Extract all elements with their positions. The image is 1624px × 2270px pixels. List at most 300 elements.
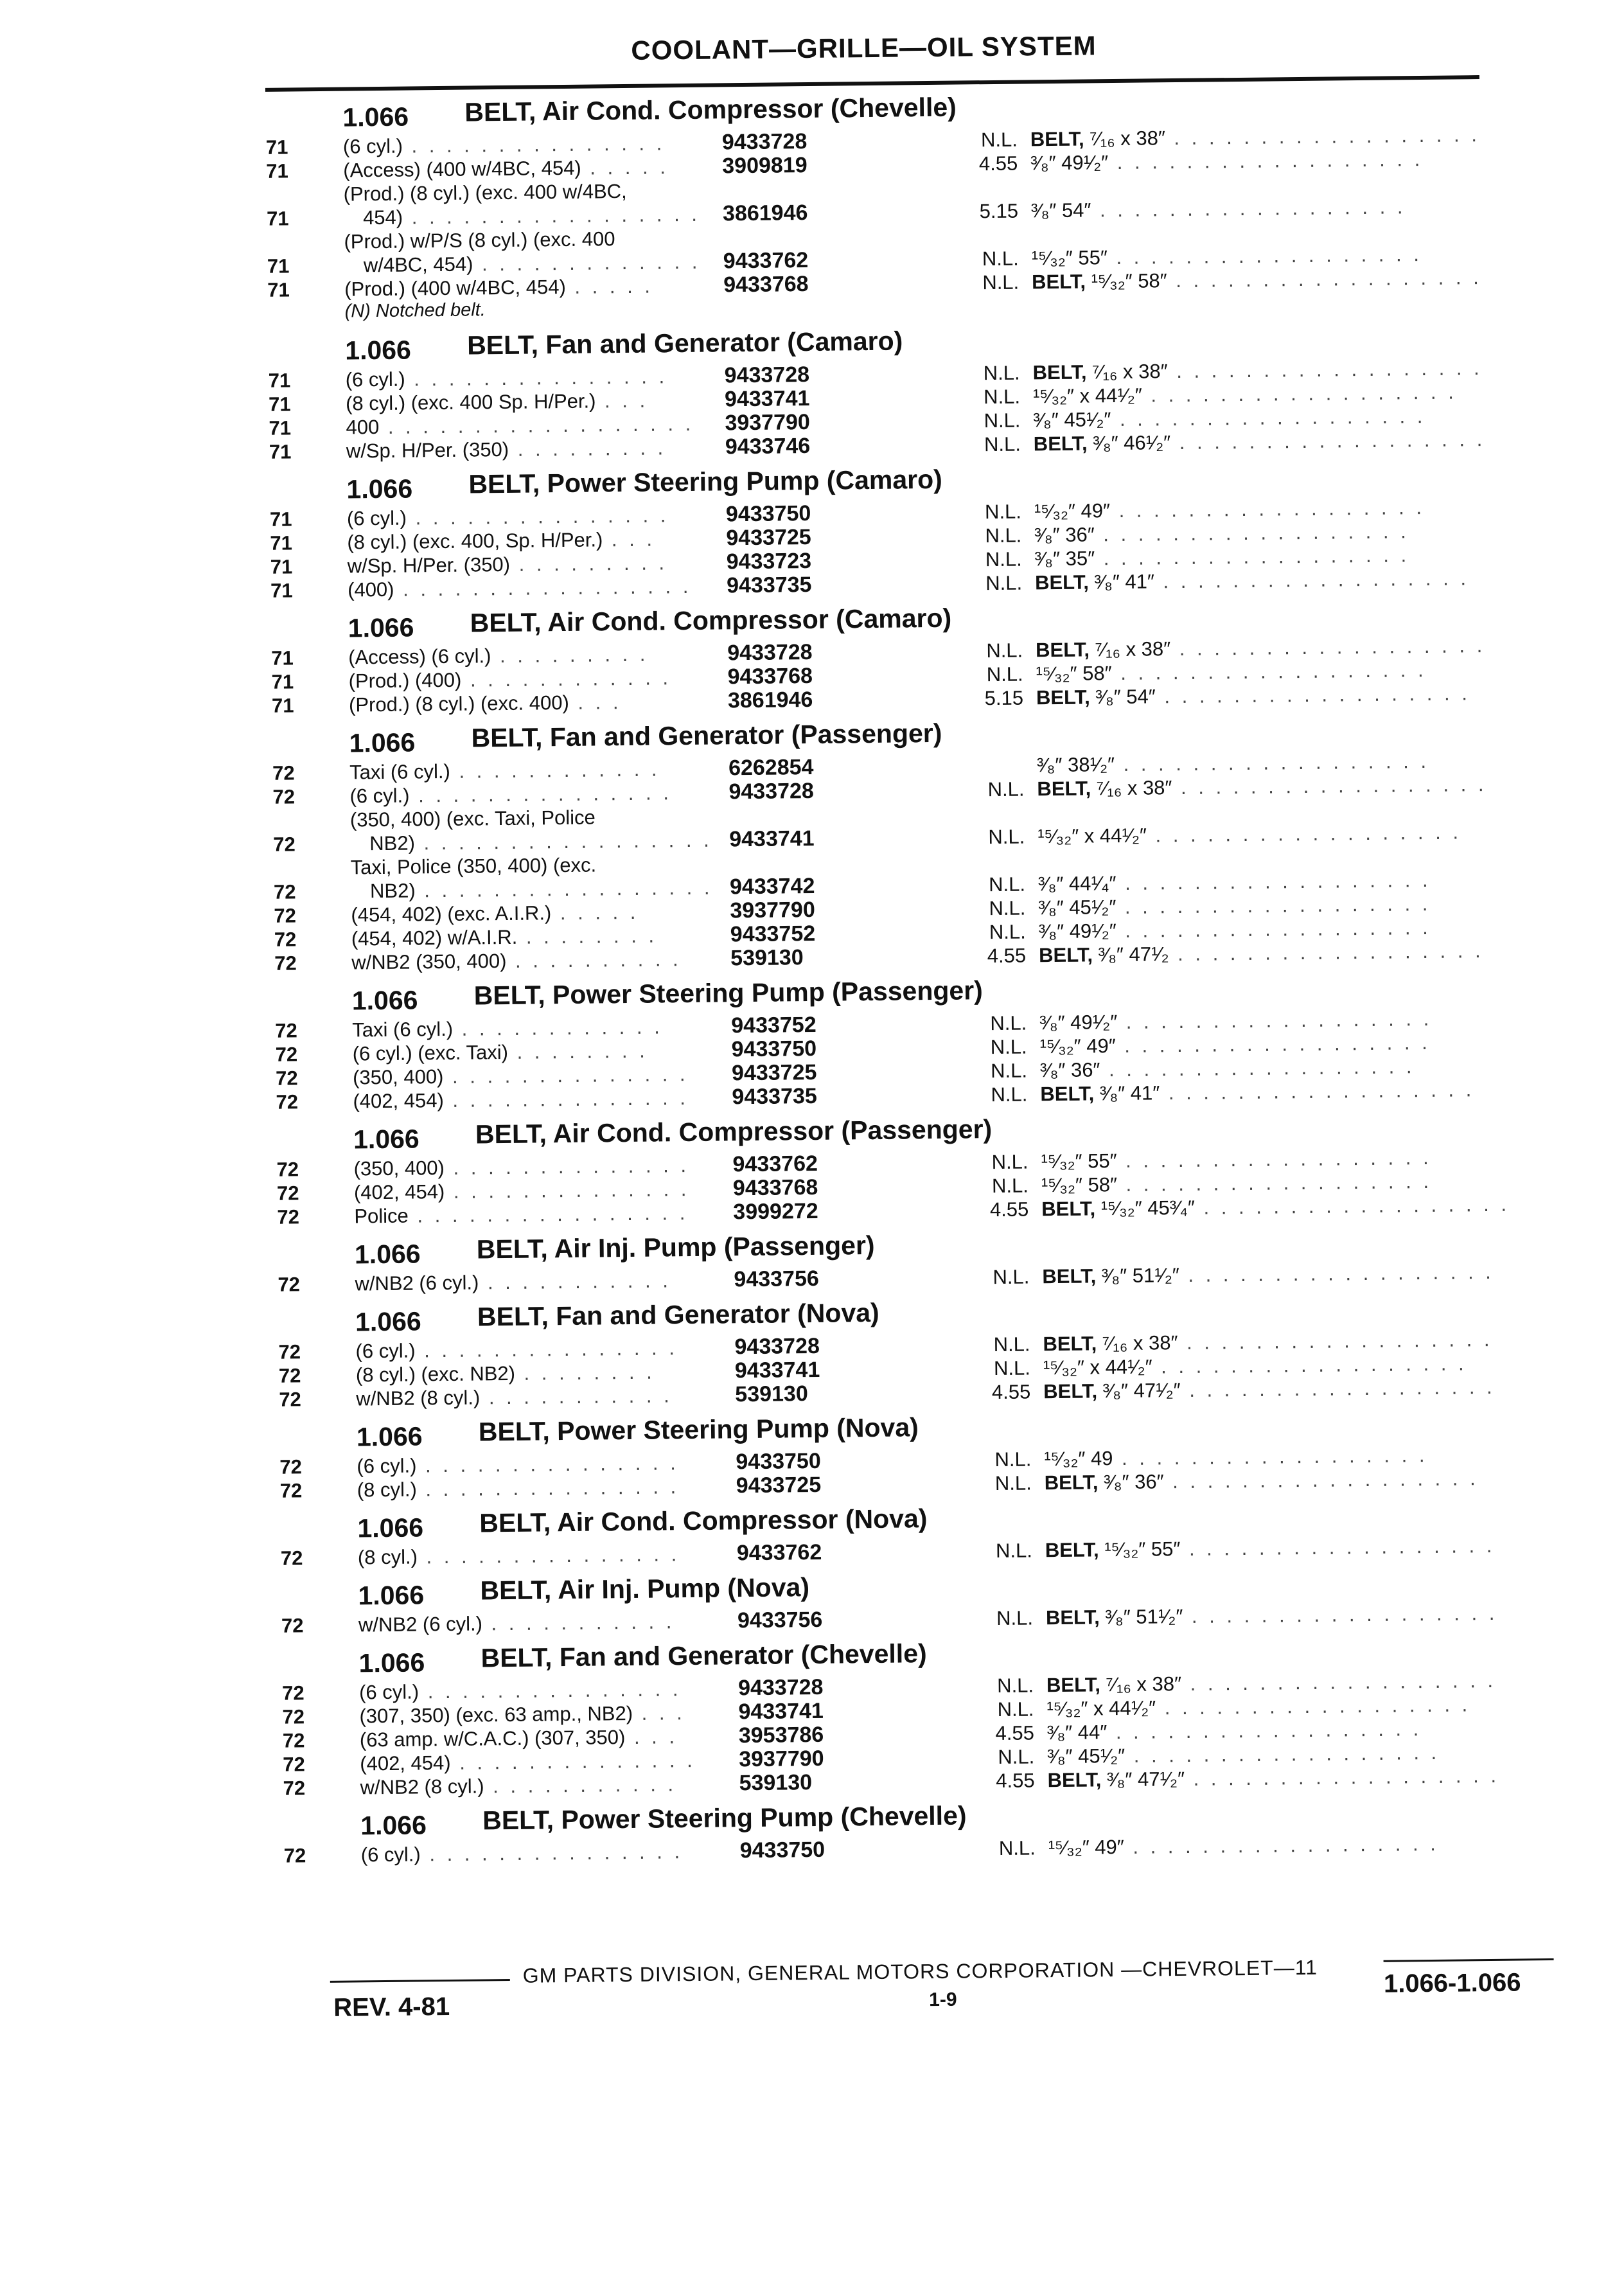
price: N.L. (930, 361, 1019, 386)
dot-leader: . . . . . . . . . . . (479, 1269, 671, 1293)
model-year: 71 (266, 135, 288, 159)
part-number: 9433756 (737, 1608, 823, 1633)
spec-size: ³⁄₈″ 49¹⁄₂″ (1030, 151, 1108, 174)
application-description (343, 131, 703, 159)
dot-leader: . . . . . . . . . . . . . . . . . (394, 575, 691, 601)
catalog-section (272, 1291, 1545, 1412)
group-number: 1.066 (353, 1124, 419, 1155)
spec-size: ⁷⁄₁₆ x 38″ (1097, 776, 1172, 799)
dot-leader: . . . . . . . . . . . . . . . . . . (1095, 520, 1409, 545)
application-description (358, 1609, 718, 1637)
application-description (346, 364, 705, 392)
spec-size: ¹⁵⁄₃₂″ x 44¹⁄₂″ (1043, 1355, 1152, 1379)
model-year: 71 (272, 693, 294, 717)
spec-size: ³⁄₈″ 51¹⁄₂″ (1105, 1605, 1183, 1628)
spec-size: ³⁄₈″ 47¹⁄₂″ (1103, 1379, 1181, 1402)
description-line: (8 cyl.) (358, 1545, 418, 1568)
dot-leader: . . . . . . . . . . . . . . . . . . (1091, 195, 1406, 221)
part-number: 9433750 (740, 1838, 825, 1863)
spec-label: BELT, (1043, 1332, 1097, 1355)
section-title: BELT, Air Cond. Compressor (Nova) (479, 1503, 928, 1538)
catalog-section (275, 1632, 1548, 1800)
spec-label: BELT, (1036, 638, 1090, 661)
application-description (344, 226, 704, 278)
spec-label: BELT, (1047, 1768, 1101, 1791)
catalog-section (270, 1108, 1543, 1229)
spec-label: BELT, (1043, 1379, 1097, 1403)
part-number: 9433723 (727, 549, 812, 574)
spec-size: ³⁄₈″ 41″ (1094, 570, 1154, 593)
spec-size: ¹⁵⁄₃₂″ 49 (1044, 1447, 1113, 1470)
group-number: 1.066 (342, 102, 409, 132)
part-number: 9433752 (730, 922, 816, 946)
section-title: BELT, Air Inj. Pump (Nova) (480, 1572, 809, 1606)
dot-leader: . . . (596, 389, 648, 412)
application-description (343, 179, 703, 230)
dot-leader: . . . . . . . . . . . . . . . . . . (1156, 1693, 1470, 1719)
spec-label: BELT, (1039, 943, 1093, 966)
description-line: w/NB2 (6 cyl.) (358, 1612, 482, 1636)
part-number: 3861946 (723, 201, 808, 226)
dot-leader: . . . . . . . . . (510, 551, 667, 576)
part-number: 9433750 (736, 1450, 821, 1474)
description-line: w/NB2 (6 cyl.) (355, 1271, 479, 1295)
model-year: 71 (269, 439, 292, 463)
description-line: w/NB2 (8 cyl.) (356, 1386, 480, 1410)
part-number: 9433762 (732, 1152, 818, 1176)
application-description (344, 274, 704, 301)
spec-size: ¹⁵⁄₃₂″ 58″ (1036, 662, 1111, 685)
application-description (347, 503, 707, 531)
application-description (348, 551, 707, 578)
description-line: (6 cyl.) (355, 1339, 415, 1362)
spec-size: ³⁄₈″ 35″ (1035, 547, 1095, 570)
part-number: 9433750 (726, 502, 811, 526)
dot-leader: . . . . . . . . . . . . . . . . . . (1125, 1741, 1440, 1767)
application-description (353, 1038, 712, 1066)
description-line: (350, 400) (353, 1157, 445, 1180)
description-line: Police (354, 1205, 409, 1228)
spec-label: BELT, (1032, 270, 1086, 293)
spec-size: ³⁄₈″ 47¹⁄₂ (1098, 943, 1169, 966)
spec-label: BELT, (1046, 1673, 1100, 1696)
spec-size: ¹⁵⁄₃₂″ 55″ (1104, 1538, 1180, 1561)
description-line: (6 cyl.) (347, 507, 407, 530)
price: N.L. (928, 128, 1018, 152)
dot-leader: . . . . . . . . . . . . . . . . . . (1178, 1328, 1492, 1354)
spec-size: ¹⁵⁄₃₂″ 58″ (1091, 269, 1167, 292)
description-line: (454, 402) (exc. A.I.R.) (351, 901, 551, 926)
application-description (343, 155, 703, 182)
price: 4.55 (928, 152, 1018, 176)
dot-leader: . . . . . (566, 275, 653, 298)
belt-spec (1042, 1259, 1543, 1288)
application-description (349, 757, 709, 785)
application-description (354, 1177, 714, 1205)
group-range: 1.066-1.066 (1384, 1969, 1521, 1999)
model-year: 72 (276, 1042, 298, 1066)
description-line: (6 cyl.) (357, 1454, 416, 1477)
description-line: (Prod.) (400) (348, 669, 461, 693)
section-title: BELT, Power Steering Pump (Camaro) (468, 465, 942, 500)
price: N.L. (944, 1673, 1034, 1698)
model-year: 72 (276, 1090, 298, 1113)
group-number: 1.066 (348, 612, 414, 643)
page-title: COOLANT—GRILLE—OIL SYSTEM (631, 30, 1097, 66)
model-year: 72 (274, 927, 297, 951)
model-year: 71 (270, 507, 292, 531)
dot-leader: . . . . . . . . . . . . . . . . . . (1115, 750, 1429, 776)
dot-leader: . . . . . . . . . (509, 436, 666, 461)
belt-spec (1039, 938, 1540, 967)
dot-leader: . . . . . . . . . . . . . (473, 251, 700, 276)
dot-leader: . . . . . . . . . . . . . . . . . . (1152, 1352, 1467, 1378)
model-year: 72 (283, 1728, 305, 1752)
spec-size: ³⁄₈″ 36″ (1040, 1058, 1100, 1081)
dot-leader: . . . . . . . . (508, 1040, 648, 1063)
description-line: Taxi (6 cyl.) (349, 760, 450, 784)
model-year: 71 (269, 416, 291, 439)
price: N.L. (929, 270, 1019, 295)
spec-label: BELT, (1041, 1197, 1095, 1220)
price: N.L. (941, 1447, 1031, 1471)
model-year: 72 (279, 1387, 301, 1411)
model-year: 72 (283, 1776, 305, 1800)
spec-size: ¹⁵⁄₃₂″ 49″ (1048, 1836, 1124, 1859)
dot-leader: . . . . . . . . . . . . . . . (417, 1475, 680, 1500)
section-title: BELT, Air Cond. Compressor (Passenger) (475, 1114, 993, 1149)
part-number: 9433741 (738, 1699, 824, 1724)
part-number: 9433725 (732, 1061, 817, 1085)
catalog-section (271, 1223, 1544, 1297)
description-line: (454, 402) w/A.I.R. (351, 926, 518, 950)
spec-size: ³⁄₈″ 41″ (1100, 1081, 1160, 1104)
description-line: Taxi, Police (350, 400) (exc. (350, 853, 596, 878)
application-description (359, 1701, 719, 1728)
price: N.L. (942, 1471, 1032, 1495)
price: N.L. (932, 571, 1022, 596)
spec-size: ³⁄₈″ 49¹⁄₂″ (1039, 1011, 1117, 1034)
part-number: 9433768 (727, 664, 813, 689)
dot-leader: . . . . . . . . . . . . . . . . . . (1111, 659, 1426, 684)
application-description (353, 1086, 712, 1113)
dot-leader: . . . . . . . . . . . . . . . . . . (1185, 1764, 1499, 1790)
dot-leader: . . . . . . . . . . . . . . . . . . (1156, 682, 1470, 707)
model-year: 72 (274, 903, 296, 927)
application-description (357, 1451, 716, 1478)
model-year: 72 (279, 1455, 302, 1478)
description-line: (402, 454) (354, 1180, 445, 1203)
spec-label: BELT, (1042, 1264, 1096, 1288)
price: N.L. (930, 385, 1020, 409)
part-number: 3999272 (733, 1200, 818, 1224)
part-number: 3937790 (730, 898, 815, 923)
description-line: w/4BC, 454) (364, 253, 473, 276)
spec-size: ³⁄₈″ 54″ (1031, 199, 1091, 222)
part-number: 9433750 (731, 1037, 816, 1061)
catalog-section (264, 597, 1537, 718)
part-number: 9433728 (724, 363, 809, 387)
price: N.L. (934, 777, 1024, 802)
part-number: 9433728 (722, 130, 808, 154)
group-number: 1.066 (358, 1580, 424, 1611)
spec-size: ³⁄₈″ 47¹⁄₂″ (1107, 1768, 1185, 1791)
description-line: (350, 400) (exc. Taxi, Police (350, 806, 596, 831)
price: N.L. (936, 919, 1026, 944)
part-number: 9433746 (725, 434, 811, 459)
catalog-section (273, 1406, 1546, 1503)
model-year: 71 (267, 278, 290, 301)
dot-leader: . . . . . . . . . . . . . . . (416, 1451, 679, 1476)
spec-size: ⁷⁄₁₆ x 38″ (1090, 127, 1165, 150)
dot-leader: . . . . . . . . . . . . . . . . . (416, 876, 713, 902)
price: N.L. (937, 1082, 1027, 1106)
dot-leader: . . . . . . . . . . . . . . . (418, 1543, 680, 1568)
section-title: BELT, Fan and Generator (Passenger) (471, 718, 942, 754)
dot-leader: . . . . . . . . . . . . (461, 666, 671, 691)
dot-leader: . . . . . . . . . . . . . . . . . . (1195, 1193, 1510, 1219)
model-year: 72 (281, 1546, 303, 1570)
price: N.L. (933, 662, 1023, 687)
section-title: BELT, Air Inj. Pump (Passenger) (477, 1230, 875, 1264)
description-line: (6 cyl.) (359, 1680, 419, 1703)
part-number: 9433728 (738, 1676, 824, 1700)
description-line: w/Sp. H/Per. (350) (346, 438, 509, 463)
model-year: 72 (273, 832, 296, 856)
application-description (349, 781, 709, 808)
dot-leader: . . . . . . . . . . . . . . . . . . (1169, 939, 1483, 965)
belt-spec (1047, 1763, 1548, 1792)
spec-size: ³⁄₈″ 46¹⁄₂″ (1093, 431, 1170, 454)
description-line: (Prod.) (400 w/4BC, 454) (344, 276, 566, 301)
part-number: 9433741 (729, 827, 815, 851)
description-line: w/NB2 (8 cyl.) (360, 1775, 484, 1798)
application-description (353, 1153, 713, 1181)
spec-label: BELT, (1030, 127, 1084, 150)
dot-leader: . . . . . . . . (517, 925, 657, 948)
section-title: BELT, Power Steering Pump (Chevelle) (482, 1801, 967, 1836)
part-number: 3953786 (739, 1723, 824, 1748)
application-description (355, 1336, 715, 1363)
belt-spec (1045, 1533, 1546, 1562)
dot-leader: . . . . . . . . . . . . . . . . . . (379, 412, 694, 438)
description-line: (350, 400) (353, 1065, 444, 1088)
model-year: 72 (277, 1181, 299, 1205)
part-number: 9433725 (736, 1473, 822, 1498)
group-number: 1.066 (360, 1810, 427, 1841)
dot-leader: . . . . . . . . . . . . . . . . . . (1142, 380, 1457, 406)
dot-leader: . . . . . . . . . . . . . . (444, 1086, 689, 1112)
spec-size: ⁷⁄₁₆ x 38″ (1106, 1672, 1181, 1696)
dot-leader: . . . . . . . . . . . . . . . . . . (1116, 1031, 1431, 1057)
part-number: 9433756 (734, 1267, 819, 1291)
description-line: w/NB2 (350, 400) (351, 950, 507, 974)
description-line: (6 cyl.) (343, 135, 403, 158)
dot-leader: . . . . . . . . . . . . . . . . . . (1163, 1467, 1478, 1493)
application-description (346, 412, 705, 439)
belt-spec (1048, 1831, 1549, 1859)
price: N.L. (939, 1173, 1028, 1198)
belt-spec (1043, 1374, 1544, 1403)
catalog-section (263, 458, 1536, 603)
dot-leader: . . . . . . . . . . . . . . . . . . (1172, 773, 1487, 799)
dot-leader: . . . . . . . . . . . . . . . . . . (1116, 869, 1431, 894)
application-description (348, 666, 708, 693)
dot-leader: . . . . . . . . . . . (484, 1773, 676, 1797)
application-description (351, 900, 710, 927)
dot-leader: . . . . . . . . . . . . . . . (421, 1840, 684, 1865)
description-line: (6 cyl.) (exc. Taxi) (353, 1041, 509, 1065)
spec-size: ³⁄₈″ 44¹⁄₄″ (1038, 872, 1116, 895)
model-year: 71 (270, 554, 293, 578)
part-number: 3937790 (725, 411, 810, 435)
price: N.L. (935, 825, 1025, 849)
spec-size: ¹⁵⁄₃₂″ 45³⁄₄″ (1101, 1196, 1196, 1220)
price: N.L. (940, 1356, 1030, 1380)
price: N.L. (940, 1332, 1030, 1356)
dot-leader: . . . . . . . . . . . . . . (443, 1063, 689, 1088)
spec-label: BELT, (1045, 1538, 1099, 1561)
belt-spec (1040, 1077, 1541, 1106)
catalog-section (274, 1497, 1546, 1570)
dot-leader: . . . . . . . . . . . . . . . (403, 132, 666, 157)
spec-size: ¹⁵⁄₃₂″ 58″ (1041, 1173, 1117, 1196)
dot-leader: . . . . . . . . . . . . . . . (415, 1336, 678, 1361)
application-description (348, 574, 707, 602)
dot-leader: . . . . . . . . . . . . . . . . . . (1160, 1078, 1474, 1104)
dot-leader: . . . . . . . . . . . . . . . . . . (1108, 148, 1423, 173)
model-year: 71 (266, 159, 288, 182)
model-year: 72 (276, 1066, 298, 1090)
dot-leader: . . . . . . . . . . . . . . (450, 1749, 696, 1774)
description-line: (6 cyl.) (361, 1843, 421, 1866)
description-line: NB2) (369, 831, 415, 855)
part-number: 9433735 (732, 1085, 817, 1109)
spec-size: ³⁄₈″ 54″ (1095, 685, 1156, 708)
catalog-section (261, 319, 1535, 464)
description-line: (Access) (6 cyl.) (348, 644, 491, 668)
part-number: 9433735 (727, 573, 812, 598)
description-line: (8 cyl.) (exc. 400 Sp. H/Per.) (346, 389, 596, 414)
dot-leader: . . . (633, 1701, 685, 1725)
section-title: BELT, Fan and Generator (Nova) (477, 1298, 879, 1333)
dot-leader: . . . . . . . . . . . . . . . . . . (1111, 405, 1425, 430)
section-title: BELT, Power Steering Pump (Nova) (479, 1412, 919, 1447)
dot-leader: . . . . . . . . . . . . . . . . . (403, 203, 700, 229)
part-number: 9433728 (734, 1335, 820, 1359)
dot-leader: . . . . . . . . . . . . . . . . . . (1147, 820, 1461, 846)
spec-label: BELT, (1032, 360, 1086, 384)
description-line: (Prod.) w/P/S (8 cyl.) (exc. 400 (344, 227, 615, 253)
dot-leader: . . . . . . . . . . . . . . (445, 1154, 690, 1179)
model-year: 71 (270, 578, 293, 602)
section-title: BELT, Air Cond. Compressor (Chevelle) (464, 93, 957, 128)
price: 4.55 (944, 1721, 1034, 1745)
application-description (360, 1772, 719, 1800)
application-description (353, 1062, 712, 1090)
part-number: 3937790 (739, 1747, 824, 1771)
part-number: 539130 (735, 1382, 808, 1406)
part-number: 9433741 (725, 387, 810, 411)
dot-leader: . . . . . . . . . . . . . . . . (409, 1202, 689, 1227)
dot-leader: . . . . . . . . . . . . . . . . . . (1165, 123, 1480, 149)
description-line: 454) (363, 206, 403, 229)
model-year: 72 (278, 1340, 301, 1363)
part-number: 9433742 (730, 874, 815, 899)
model-year: 71 (267, 254, 290, 278)
group-number: 1.066 (358, 1647, 425, 1678)
description-line: (63 amp. w/C.A.C.) (307, 350) (360, 1726, 626, 1751)
part-number: 3861946 (728, 688, 813, 713)
price: N.L. (935, 873, 1025, 897)
dot-leader: . . . . . . . . . . . (480, 1384, 673, 1408)
description-line: (Prod.) (8 cyl.) (exc. 400 w/4BC, (344, 180, 627, 206)
group-number: 1.066 (357, 1512, 423, 1543)
model-year: 72 (283, 1752, 305, 1776)
price: N.L. (944, 1697, 1034, 1721)
price: 4.55 (939, 1197, 1028, 1221)
price: N.L. (943, 1606, 1033, 1630)
description-line: (8 cyl.) (exc. 400, Sp. H/Per.) (347, 528, 603, 553)
part-number: 9433762 (723, 249, 809, 273)
price: N.L. (933, 639, 1023, 663)
section-title: BELT, Power Steering Pump (Passenger) (474, 975, 984, 1011)
spec-label: BELT, (1035, 571, 1089, 594)
application-description (359, 1677, 719, 1705)
dot-leader: . . . . . . . . . (491, 643, 648, 668)
belt-spec (1036, 680, 1537, 709)
dot-leader: . . . . . . . . . . . . . . . . . . (1110, 496, 1425, 522)
model-year: 72 (276, 1157, 299, 1181)
section-title: BELT, Fan and Generator (Chevelle) (481, 1638, 927, 1673)
revision-label: REV. 4-81 (333, 1992, 450, 2023)
application-description (361, 1840, 721, 1867)
dot-leader: . . . . . . . . . . . . . . . . . . (1183, 1602, 1497, 1627)
group-number: 1.066 (349, 727, 415, 758)
application-description (351, 947, 711, 975)
spec-size: ³⁄₈″ 51¹⁄₂″ (1102, 1264, 1179, 1287)
model-year: 72 (281, 1613, 304, 1637)
spec-label: BELT, (1034, 432, 1088, 455)
part-number: 539130 (730, 946, 804, 970)
description-line: (8 cyl.) (357, 1478, 417, 1501)
description-line: (307, 350) (exc. 63 amp., NB2) (359, 1702, 633, 1727)
part-number: 9433728 (727, 641, 813, 665)
description-line: (Access) (400 w/4BC, 454) (343, 157, 581, 182)
dot-leader: . . . . . . . . . . . . . . . . . . (1095, 544, 1409, 569)
dot-leader: . . . . . . . . . . . . . . . (419, 1678, 682, 1703)
spec-size: ¹⁵⁄₃₂″ 49″ (1034, 499, 1110, 522)
model-year: 71 (271, 646, 294, 669)
price: 4.55 (936, 943, 1026, 968)
spec-label: BELT, (1037, 777, 1091, 800)
price: N.L. (932, 547, 1022, 572)
spec-size: ³⁄₈″ 44″ (1047, 1721, 1108, 1744)
application-description (352, 1015, 712, 1042)
application-description (356, 1360, 716, 1387)
spec-size: ¹⁵⁄₃₂″ x 44¹⁄₂″ (1033, 384, 1142, 408)
application-description (346, 388, 705, 416)
dot-leader: . . . . . . . . . . (506, 948, 682, 972)
spec-label: BELT, (1040, 1082, 1094, 1105)
part-number: 9433752 (731, 1013, 816, 1038)
price: N.L. (931, 432, 1021, 457)
group-number: 1.066 (345, 335, 411, 366)
catalog-section (277, 1795, 1549, 1868)
model-year: 72 (275, 1018, 297, 1042)
application-description (360, 1748, 719, 1776)
dot-leader: . . . . . . . . . . . . . . . . . . (1116, 1146, 1431, 1172)
